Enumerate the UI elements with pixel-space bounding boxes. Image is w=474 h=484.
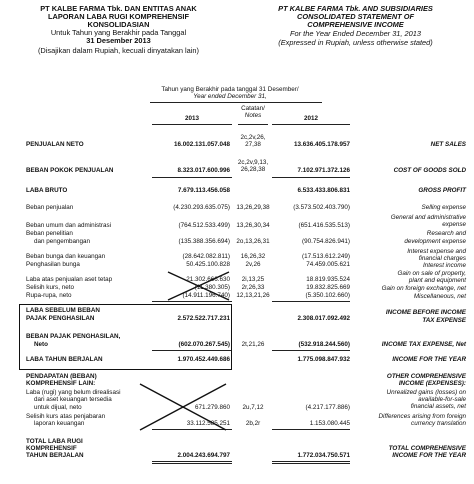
header-id-line-2: LAPORAN LABA RUGI KOMPREHENSIF bbox=[48, 12, 189, 21]
row-pretax-en-1: INCOME BEFORE INCOME bbox=[385, 309, 466, 316]
row-unrealized-en-2: available-for-sale bbox=[418, 396, 466, 403]
header-en-line-1: PT KALBE FARMA Tbk. AND SUBSIDIARIES bbox=[278, 4, 433, 13]
row-oci-head-en-1: OTHER COMPREHENSIVE bbox=[386, 373, 466, 380]
row-gain-asset-notes: 2i,13,25 bbox=[241, 276, 265, 283]
row-gain-asset-en-1: Gain on sale of property, bbox=[397, 270, 466, 277]
period-label-id: Tahun yang Berakhir pada tanggal 31 Desember/ bbox=[161, 86, 299, 93]
row-misc-notes: 12,13,21,26 bbox=[236, 292, 270, 299]
row-fx-2013: (11.380.305) bbox=[194, 284, 230, 291]
row-sales-label: PENJUALAN NETO bbox=[26, 141, 84, 148]
row-rnd-2013: (135.388.356.694) bbox=[178, 238, 230, 245]
row-finance-2013: (28.642.082.811) bbox=[182, 253, 230, 260]
row-misc-label: Rupa-rupa, neto bbox=[26, 292, 72, 299]
row-cogs-en: COST OF GOODS SOLD bbox=[393, 167, 466, 174]
row-pretax-en-2: TAX EXPENSE bbox=[422, 317, 466, 324]
row-cogs-2013: 8.323.017.600.996 bbox=[177, 167, 230, 174]
row-unrealized-en-1: Unrealized gains (losses) on bbox=[386, 389, 466, 396]
row-cogs-2012: 7.102.971.372.126 bbox=[297, 167, 350, 174]
row-fx-notes: 2r,26,33 bbox=[241, 284, 265, 291]
row-ga-2013: (764.512.533.499) bbox=[178, 222, 230, 229]
row-gross-en: GROSS PROFIT bbox=[418, 187, 466, 194]
row-translation-2012: 1.153.080.445 bbox=[309, 420, 350, 427]
row-sales-notes-b: 27,38 bbox=[245, 141, 261, 148]
row-unrealized-label-1: Laba (rugi) yang belum direalisasi bbox=[26, 389, 121, 396]
row-total-2012: 1.772.034.750.571 bbox=[297, 452, 350, 459]
notes-header-2: Notes bbox=[244, 112, 262, 119]
header-en-line-5: (Expressed in Rupiah, unless otherwise stated) bbox=[278, 38, 433, 47]
row-ga-label: Beban umum dan administrasi bbox=[26, 222, 112, 229]
row-translation-label-2: laporan keuangan bbox=[34, 420, 85, 427]
row-selling-2013: (4.230.293.635.075) bbox=[173, 204, 230, 211]
row-rnd-label-1: Beban penelitian bbox=[26, 230, 73, 237]
row-total-2013: 2.004.243.694.797 bbox=[177, 452, 230, 459]
row-unrealized-notes: 2u,7,12 bbox=[242, 404, 264, 411]
header-en-line-3: COMPREHENSIVE INCOME bbox=[307, 20, 404, 29]
row-tax-label-1: BEBAN PAJAK PENGHASILAN, bbox=[26, 333, 121, 340]
row-pretax-2012: 2.308.017.092.492 bbox=[297, 315, 350, 322]
row-interest-income-en: Interest income bbox=[422, 262, 466, 269]
row-unrealized-en-3: financial assets, net bbox=[410, 403, 466, 410]
header-id-line-3: KONSOLIDASIAN bbox=[87, 20, 150, 29]
row-finance-label: Beban bunga dan keuangan bbox=[26, 253, 106, 260]
row-cogs-label: BEBAN POKOK PENJUALAN bbox=[26, 167, 114, 174]
row-fx-label: Selisih kurs, neto bbox=[26, 284, 74, 291]
col-2013-header: 2013 bbox=[184, 115, 199, 122]
row-interest-income-2012: 74.459.005.621 bbox=[306, 261, 350, 268]
row-gain-asset-2012: 18.819.935.524 bbox=[306, 276, 350, 283]
row-gross-label: LABA BRUTO bbox=[26, 187, 68, 194]
row-unrealized-label-2: dari aset keuangan tersedia bbox=[34, 396, 112, 403]
row-fx-2012: 19.832.825.669 bbox=[306, 284, 350, 291]
row-oci-head-1: PENDAPATAN (BEBAN) bbox=[26, 373, 97, 380]
row-net-label: LABA TAHUN BERJALAN bbox=[26, 356, 103, 363]
row-fx-en: Gain on foreign exchange, net bbox=[381, 285, 466, 292]
col-2012-header: 2012 bbox=[303, 115, 318, 122]
row-misc-2012: (5.350.102.660) bbox=[305, 292, 350, 299]
row-tax-notes: 2t,21,26 bbox=[241, 341, 265, 348]
row-sales-2012: 13.636.405.178.957 bbox=[293, 141, 350, 148]
row-cogs-notes-b: 26,28,38 bbox=[240, 166, 266, 173]
row-interest-income-2013: 50.425.100.828 bbox=[186, 261, 230, 268]
row-ga-en-2: expense bbox=[442, 221, 466, 228]
row-rnd-en-2: development expense bbox=[404, 238, 466, 245]
row-unrealized-2013: 671.279.860 bbox=[194, 404, 230, 411]
row-gain-asset-en-2: plant and equipment bbox=[408, 277, 466, 284]
row-selling-notes: 13,26,29,38 bbox=[236, 204, 270, 211]
row-misc-en: Miscellaneous, net bbox=[413, 293, 466, 300]
row-selling-en: Selling expense bbox=[421, 204, 466, 211]
row-finance-2012: (17.513.612.249) bbox=[302, 253, 350, 260]
row-pretax-label-2: PAJAK PENGHASILAN bbox=[26, 315, 95, 322]
row-interest-income-notes: 2v,26 bbox=[245, 261, 261, 268]
row-translation-en-2: currency translation bbox=[411, 420, 466, 427]
row-tax-en: INCOME TAX EXPENSE, Net bbox=[381, 341, 466, 348]
header-id-line-6: (Disajikan dalam Rupiah, kecuali dinyatakan lain) bbox=[37, 46, 200, 55]
row-net-2013: 1.970.452.449.686 bbox=[177, 356, 230, 363]
row-sales-notes-a: 2c,2v,26, bbox=[240, 134, 266, 141]
row-gross-2013: 7.679.113.456.058 bbox=[177, 187, 230, 194]
row-selling-label: Beban penjualan bbox=[26, 204, 74, 211]
row-pretax-2013: 2.572.522.717.231 bbox=[177, 315, 230, 322]
row-ga-2012: (651.416.535.513) bbox=[298, 222, 350, 229]
row-gain-asset-label: Laba atas penjualan aset tetap bbox=[26, 276, 113, 283]
notes-header-1: Catatan/ bbox=[241, 105, 265, 112]
row-selling-2012: (3.573.502.403.790) bbox=[293, 204, 350, 211]
row-total-label-3: TAHUN BERJALAN bbox=[26, 452, 84, 459]
row-misc-2013: (14.911.196.740) bbox=[182, 292, 230, 299]
row-unrealized-2012: (4.217.177.886) bbox=[305, 404, 350, 411]
row-translation-label-1: Selisih kurs atas penjabaran bbox=[26, 413, 106, 420]
row-rnd-2012: (90.754.826.941) bbox=[302, 238, 350, 245]
row-rnd-en-1: Research and bbox=[426, 230, 466, 237]
row-total-label-1: TOTAL LABA RUGI bbox=[26, 438, 83, 445]
row-finance-en-1: Interest expense and bbox=[407, 248, 466, 255]
row-unrealized-label-3: untuk dijual, neto bbox=[34, 404, 82, 411]
row-finance-en-2: financial charges bbox=[418, 255, 466, 262]
row-sales-2013: 16.002.131.057.048 bbox=[173, 141, 230, 148]
row-cogs-notes-a: 2c,2v,9,13, bbox=[237, 159, 269, 166]
header-id-line-4: Untuk Tahun yang Berakhir pada Tanggal bbox=[50, 28, 187, 37]
row-sales-en: NET SALES bbox=[430, 141, 466, 148]
row-finance-notes: 16,26,32 bbox=[240, 253, 266, 260]
header-en-line-2: CONSOLIDATED STATEMENT OF bbox=[296, 12, 414, 21]
row-total-label-2: KOMPREHENSIF bbox=[26, 445, 77, 452]
period-label-en: Year ended December 31, bbox=[193, 93, 267, 100]
row-net-en: INCOME FOR THE YEAR bbox=[392, 356, 466, 363]
row-oci-head-en-2: INCOME (EXPENSES): bbox=[398, 380, 466, 387]
header-en-line-4: For the Year Ended December 31, 2013 bbox=[290, 29, 421, 38]
row-pretax-label-1: LABA SEBELUM BEBAN bbox=[26, 307, 100, 314]
row-net-2012: 1.775.098.847.932 bbox=[297, 356, 350, 363]
row-total-en-2: INCOME FOR THE YEAR bbox=[392, 452, 466, 459]
header-id-line-1: PT KALBE FARMA Tbk. DAN ENTITAS ANAK bbox=[40, 4, 197, 13]
row-interest-income-label: Penghasilan bunga bbox=[26, 261, 80, 268]
row-gain-asset-2013: 21.302.666.630 bbox=[186, 276, 230, 283]
row-translation-en-1: Differences arising from foreign bbox=[378, 413, 466, 420]
row-rnd-label-2: dan pengembangan bbox=[34, 238, 91, 245]
row-tax-2012: (532.918.244.560) bbox=[298, 341, 350, 348]
row-total-en-1: TOTAL COMPREHENSIVE bbox=[388, 445, 466, 452]
row-tax-label-2: Neto bbox=[34, 341, 48, 348]
row-tax-2013: (602.070.267.545) bbox=[178, 341, 230, 348]
header-id-line-5: 31 Desember 2013 bbox=[86, 36, 151, 45]
row-ga-en-1: General and administrative bbox=[390, 214, 466, 221]
row-rnd-notes: 2o,13,26,31 bbox=[236, 238, 270, 245]
row-oci-head-2: KOMPREHENSIF LAIN: bbox=[26, 380, 96, 387]
row-translation-2013: 33.112.585.251 bbox=[186, 420, 230, 427]
row-ga-notes: 13,26,30,34 bbox=[236, 222, 270, 229]
row-gross-2012: 6.533.433.806.831 bbox=[297, 187, 350, 194]
row-translation-notes: 2b,2r bbox=[245, 420, 261, 427]
